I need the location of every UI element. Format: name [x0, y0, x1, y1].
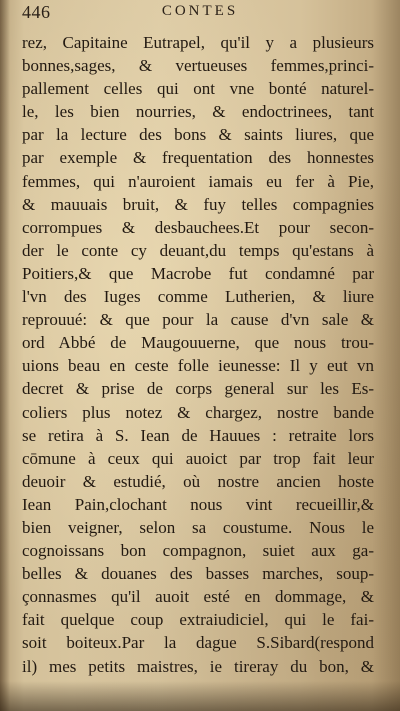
body-text [22, 31, 374, 678]
text-line: bien veigner, selon sa coustume. Nous le [22, 517, 374, 537]
text-line: reprouué: & que pour la cause d'vn sale & [22, 310, 374, 330]
text-line: le, les bien nourries, & endoctrinees, tant [22, 102, 374, 122]
text-line: belles & douanes des basses marches, soup- [22, 564, 374, 584]
text-line: & mauuais bruit, & fuy telles compagnies [22, 194, 374, 214]
text-line: rez, Capitaine Eutrapel, qu'il y a plusieurs [22, 33, 374, 52]
text-line: çonnasmes qu'il auoit esté en dommage, & [22, 587, 374, 607]
text-line: cōmune à ceux qui auoict par trop fait leur [22, 448, 374, 468]
text-line: soit boiteux.Par la dague S.Sibard(respond [22, 633, 374, 653]
text-line: par exemple & frequentation des honnestes [22, 148, 374, 168]
text-line: coliers plus notez & chargez, nostre bande [22, 402, 374, 422]
text-line: corrompues & desbauchees.Et pour secon- [22, 217, 374, 237]
text-line: deuoir & estudié, où nostre ancien hoste [22, 471, 374, 491]
text-line: pallement celles qui ont vne bonté naturel- [22, 79, 374, 99]
text-line: fait quelque coup extraiudiciel, qui le fai- [22, 610, 374, 630]
text-line: uions beau en ceste folle ieunesse: Il y eut vn [22, 356, 374, 376]
text-line: der le conte cy deuant,du temps qu'estans à [22, 240, 374, 260]
page-number: 446 [22, 2, 51, 22]
text-line: cognoissans bon compagnon, suiet aux ga- [22, 541, 374, 561]
text-line: decret & prise de corps general sur les Es- [22, 379, 374, 399]
page-header [22, 2, 378, 24]
text-line: bonnes,sages, & vertueuses femmes,princi- [22, 56, 374, 76]
text-line: se retira à S. Iean de Hauues : retraite lors [22, 425, 374, 445]
running-head: CONTES [161, 3, 239, 19]
text-line: il) mes petits maistres, ie tireray du bon, & [22, 656, 374, 676]
text-line: Iean Pain,clochant nous vint recueillir,& [22, 494, 374, 514]
text-line: Poitiers,& que Macrobe fut condamné par [22, 263, 374, 283]
text-line: femmes, qui n'auroient iamais eu fer à Pie, [22, 171, 374, 191]
text-line: par la lecture des bons & saints liures, que [22, 125, 374, 145]
text-line: l'vn des Iuges comme Lutherien, & liure [22, 287, 374, 307]
text-line: ord Abbé de Maugouuerne, que nous trou- [22, 333, 374, 353]
